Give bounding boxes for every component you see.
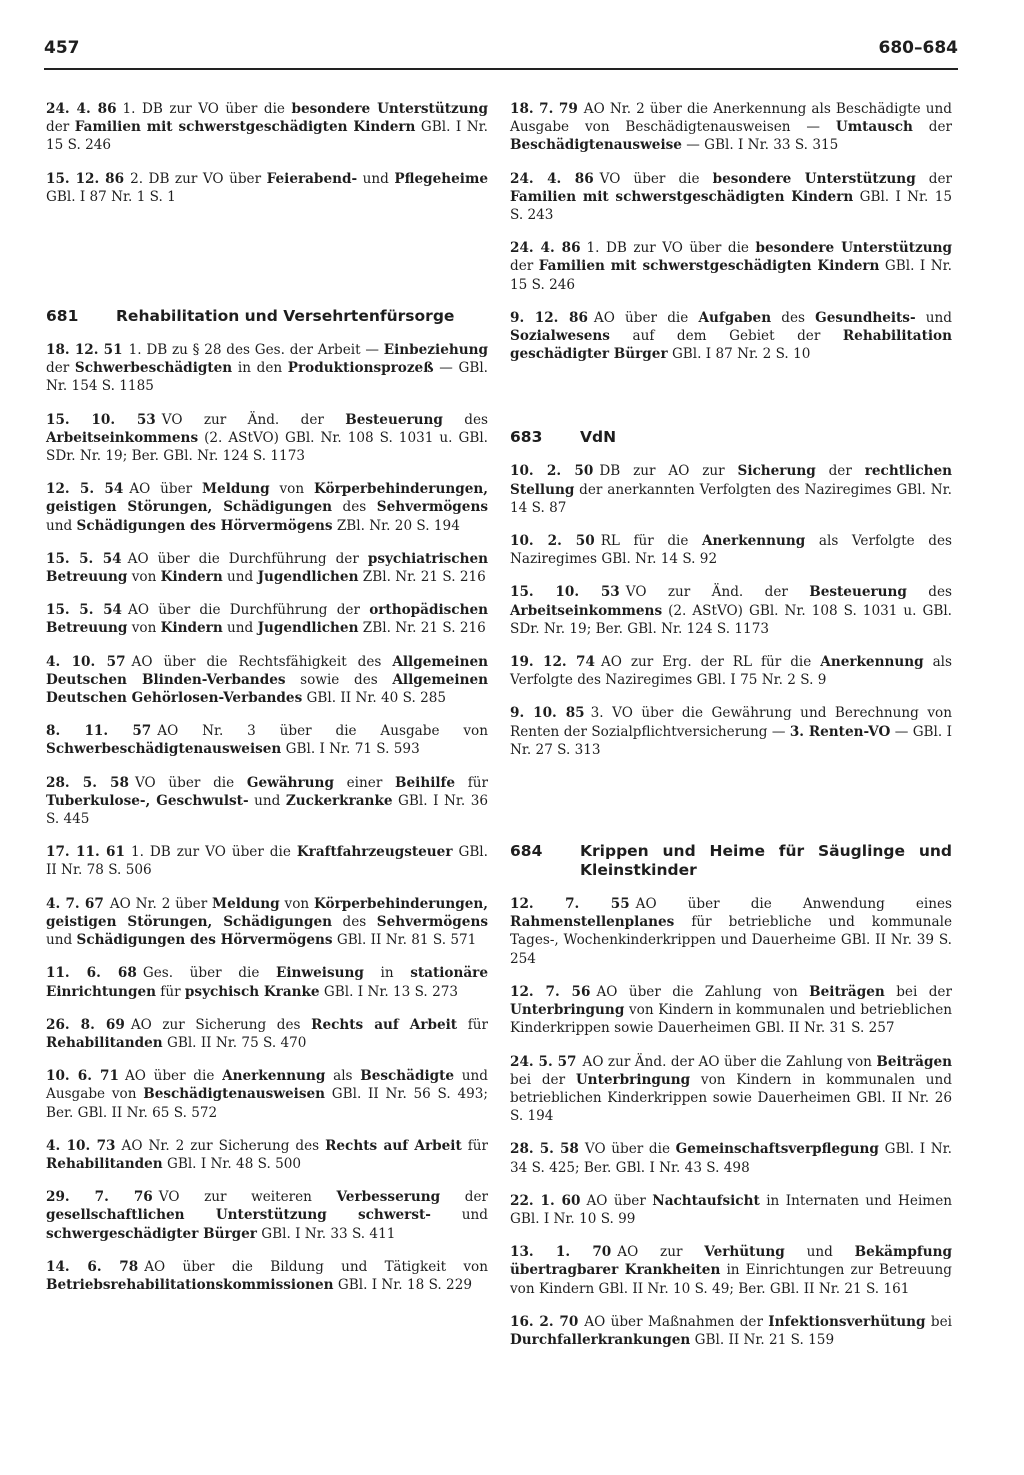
entry-text: Ges. über die [142,965,277,982]
entry-text: auf dem Gebiet der [609,328,843,345]
entry-text: des [442,411,489,428]
entry-date: 24. 4. 86 [510,170,594,187]
entry-text: 1. DB zu § 28 des Ges. der Arbeit — [128,342,384,359]
entry-text: GBl. I Nr. 15 S. 243 [510,188,952,224]
entry-text: einer [333,774,396,791]
entry-keyword: Aufgaben [698,309,772,326]
entry-text: AO über die Bildung und Tätigkeit von [144,1258,488,1275]
law-entry [510,239,952,294]
entry-keyword: Besteuerung [809,584,907,601]
entry-keyword: Beschädigte [360,1068,455,1085]
entry-text: VO zur Änd. der [161,411,346,428]
entry-text: des [906,584,953,601]
entry-text: der [46,360,75,377]
entry-text: VO über die [599,170,713,187]
entry-keyword: schwergeschädigter Bürger [46,1225,257,1242]
entry-text: (2. AStVO) GBl. Nr. 108 S. 1031 u. GBl. SDr. Nr. 19; Ber. GBl. Nr. 124 S. 1173 [46,429,488,465]
entry-keyword: Verhütung [704,1244,785,1261]
law-entry [46,480,488,535]
entry-keyword: rechtlichen Stellung [510,463,953,498]
section-heading [46,307,488,326]
law-entry [510,1053,952,1126]
entry-keyword: Schwerbeschädigtenausweisen [46,741,282,758]
section-number: 681 [46,307,79,326]
entry-date: 14. 6. 78 [46,1258,139,1275]
entry-text: — GBl. I Nr. 27 S. 313 [510,723,952,758]
entry-text: AO über die Anwendung eines [635,896,952,913]
entry-keyword: Durchfallerkrankungen [510,1331,691,1348]
entry-keyword: Körperbehinderungen, geistigen Störungen, Schädigungen [46,895,488,930]
column-spacer [46,221,488,307]
law-entry [46,1067,488,1122]
entry-text: des [331,499,377,516]
law-entry [510,462,952,517]
entry-keyword: Beihilfe [395,774,456,791]
entry-keyword: Schädigungen des Hörvermögens [76,517,333,534]
column-spacer [510,774,952,842]
entry-text: ZBl. Nr. 21 S. 216 [358,620,486,637]
entry-date: 8. 11. 57 [46,723,152,740]
entry-keyword: Familien mit schwerstgeschädigten Kindern [74,119,416,136]
entry-keyword: Gesundheits- [815,309,916,326]
entry-text: für betriebliche und kommunale Tages-, Wochenkinderkrippen und Dauerheime GBl. II Nr. 39 S. 254 [510,914,952,967]
entry-text: und [430,1207,488,1224]
entry-keyword: Beschädigtenausweise [510,137,682,154]
entry-text: der [915,170,952,187]
entry-date: 22. 1. 60 [510,1192,581,1209]
entry-date: 4. 10. 73 [46,1137,116,1154]
section-title: VdN [580,428,617,447]
entry-date: 15. 10. 53 [510,584,620,601]
entry-keyword: Jugendlichen [257,569,359,586]
entry-keyword: besondere Unterstützung [712,170,916,187]
column-spacer [510,378,952,428]
entry-text: GBl. I 87 Nr. 2 S. 10 [667,346,811,363]
entry-text: in Internaten und Heimen GBl. I Nr. 10 S. 99 [510,1192,952,1227]
page-number: 457 [44,38,80,58]
entry-text: 1. DB zur VO über die [130,844,297,861]
entry-date: 4. 10. 57 [46,653,126,670]
law-entry [46,722,488,758]
entry-date: 10. 6. 71 [46,1068,119,1085]
entry-text: für [461,1137,489,1154]
entry-keyword: Anerkennung [701,533,806,550]
entry-text: bei der [884,983,952,1000]
entry-text: GBl. I Nr. 36 S. 445 [46,792,488,828]
entry-keyword: stationäre Einrichtungen [46,965,488,1000]
law-entry [510,583,952,638]
law-entry [510,309,952,364]
law-entry [510,704,952,759]
entry-date: 18. 7. 79 [510,101,578,117]
law-entry [510,100,952,155]
entry-date: 11. 6. 68 [46,965,137,982]
entry-text: des [331,913,377,930]
law-entry [46,653,488,708]
entry-keyword: Rechts auf Arbeit [311,1016,458,1033]
entry-keyword: Arbeitseinkommens [510,602,663,619]
section-range: 680–684 [878,38,958,58]
entry-keyword: Beschädigtenausweisen [143,1086,326,1103]
entry-keyword: besondere Unterstützung [755,240,952,257]
entry-text: GBl. II Nr. 21 S. 159 [690,1331,835,1348]
entry-date: 10. 2. 50 [510,463,594,480]
entry-date: 26. 8. 69 [46,1016,125,1033]
entry-keyword: Tuberkulose-, Geschwulst- [46,792,249,809]
entry-keyword: Kraftfahrzeugsteuer [296,844,453,861]
entry-text: VO zur Änd. der [625,584,810,601]
entry-date: 12. 5. 54 [46,481,124,498]
entry-text: als [325,1068,361,1085]
entry-text: und [222,569,258,586]
entry-keyword: Gemeinschaftsverpflegung [675,1141,879,1158]
entry-keyword: orthopädischen Betreuung [46,602,488,637]
law-entry [46,170,488,206]
entry-text: in den [232,360,288,377]
section-heading [510,842,952,880]
entry-text: von [279,895,314,912]
entry-keyword: Einweisung [276,965,364,982]
entry-text: GBl. I Nr. 34 S. 425; Ber. GBl. I Nr. 43 S. 498 [510,1141,952,1176]
entry-text: GBl. I Nr. 15 S. 246 [510,258,952,293]
section-number: 684 [510,842,543,861]
entry-text: GBl. I Nr. 48 S. 500 [162,1155,302,1172]
entry-text: AO über [586,1192,653,1209]
entry-keyword: Meldung [212,895,280,912]
entry-keyword: psychisch Kranke [184,983,320,1000]
entry-text: AO über Maßnahmen der [584,1313,769,1330]
entry-text: VO über die [584,1141,676,1158]
entry-keyword: Rahmenstellenplanes [510,914,675,931]
entry-text: AO Nr. 3 über die Ausgabe von [157,723,488,740]
entry-keyword: Zuckerkranke [285,792,393,809]
entry-text: VO über die [134,774,247,791]
law-entry [46,1188,488,1243]
entry-keyword: Jugendlichen [257,620,359,637]
entry-text: (2. AStVO) GBl. Nr. 108 S. 1031 u. GBl. SDr. Nr. 19; Ber. GBl. Nr. 124 S. 1173 [510,602,952,637]
entry-date: 29. 7. 76 [46,1189,153,1206]
entry-text: 1. DB zur VO über die [122,101,292,117]
entry-keyword: Rehabilitanden [46,1155,163,1172]
law-entry [46,1137,488,1173]
entry-keyword: Sozialwesens [510,328,610,345]
entry-keyword: besondere Unterstützung [291,101,488,117]
entry-text: AO über [129,481,202,498]
entry-keyword: Schädigungen des Hörvermögens [76,932,333,949]
entry-keyword: Einbeziehung [383,342,488,359]
entry-keyword: Allgemeinen Deutschen Blinden-Verbandes [46,653,488,688]
entry-text: und [222,620,258,637]
entry-keyword: Gewährung [246,774,334,791]
entry-keyword: Rechts auf Arbeit [325,1137,462,1154]
entry-text: GBl. I Nr. 13 S. 273 [319,983,459,1000]
entry-keyword: Sehvermögens [376,499,488,516]
law-entry [510,653,952,689]
entry-text: und [46,932,77,949]
right-column [510,100,952,1364]
entry-text: AO über die Durchführung der [128,602,370,619]
entry-text: AO Nr. 2 über die Anerkennung als Beschädigte und Ausgabe von Beschädigtenausweisen — [510,101,952,136]
entry-text: AO zur Änd. der AO über die Zahlung von [582,1053,877,1070]
entry-date: 13. 1. 70 [510,1244,612,1261]
law-entry [46,843,488,879]
entry-date: 15. 12. 86 [46,170,125,187]
entry-text: für [155,983,185,1000]
entry-text: GBl. II Nr. 78 S. 506 [46,844,488,879]
entry-keyword: Besteuerung [345,411,443,428]
entry-text: von Kindern in kommunalen und betrieblichen Kinderkrippen sowie Dauerheimen GBl. II Nr. 31 S. 257 [510,1002,952,1037]
entry-date: 24. 5. 57 [510,1053,577,1070]
entry-keyword: Infektionsverhütung [768,1313,926,1330]
section-number: 683 [510,428,543,447]
entry-text: GBl. I Nr. 18 S. 229 [333,1276,472,1293]
entry-text: und Ausgabe von [46,1068,488,1103]
entry-text: für [455,774,489,791]
entry-text: GBl. I Nr. 33 S. 411 [256,1225,396,1242]
entry-date: 24. 4. 86 [510,240,581,257]
entry-keyword: Betriebsrehabilitationskommissionen [46,1276,334,1293]
entry-text: — GBl. I Nr. 33 S. 315 [681,137,839,154]
entry-date: 4. 7. 67 [46,895,104,912]
entry-date: 15. 10. 53 [46,411,156,428]
entry-date: 12. 7. 55 [510,896,630,913]
entry-keyword: Sehvermögens [376,913,488,930]
law-entry [510,1140,952,1176]
entry-text: von [269,481,314,498]
entry-text: GBl. I Nr. 15 S. 246 [46,119,488,154]
entry-keyword: Bekämpfung übertragbarer Krankheiten [510,1244,952,1279]
entry-date: 9. 10. 85 [510,705,585,722]
entry-text: 3. VO über die Gewährung und Berechnung von Renten der Sozialpflichtversicherung — [510,705,952,740]
entry-text: als Verfolgte des Naziregimes GBl. I 75 Nr. 2 S. 9 [510,654,952,689]
law-entry [46,601,488,637]
entry-keyword: psychiatrischen Betreuung [46,550,488,586]
law-entry [46,1016,488,1052]
entry-keyword: Beiträgen [809,983,885,1000]
entry-text: ZBl. Nr. 21 S. 216 [358,569,486,586]
law-entry [46,1258,488,1294]
entry-keyword: Beiträgen [876,1053,952,1070]
entry-keyword: Kindern [160,569,223,586]
law-entry [46,411,488,466]
entry-date: 12. 7. 56 [510,983,591,1000]
left-column [46,100,488,1309]
entry-keyword: Kindern [160,620,223,637]
entry-text: AO Nr. 2 zur Sicherung des [121,1137,326,1154]
law-entry [46,100,488,155]
entry-date: 17. 11. 61 [46,844,125,861]
section-heading [510,428,952,447]
law-entry [46,964,488,1000]
entry-text: der [510,258,539,275]
entry-text: GBl. I 87 Nr. 1 S. 1 [46,188,176,205]
entry-text: GBl. II Nr. 56 S. 493; Ber. GBl. II Nr. 65 S. 572 [46,1086,488,1121]
entry-text: VO zur weiteren [158,1189,337,1206]
entry-text: von [127,620,161,637]
law-entry [46,341,488,396]
entry-text: AO zur Sicherung des [130,1016,312,1033]
entry-date: 24. 4. 86 [46,101,117,117]
entry-text: als Verfolgte des Naziregimes GBl. Nr. 14 S. 92 [510,533,952,568]
entry-text: AO über die [124,1068,223,1085]
entry-keyword: Nachtaufsicht [652,1192,760,1209]
entry-text: und [784,1244,855,1261]
entry-text: von Kindern in kommunalen und betrieblichen Kinderkrippen sowie Dauerheimen GBl. II Nr. 26 S. 194 [510,1071,953,1125]
entry-text: des [771,309,816,326]
law-entry [510,1243,952,1298]
entry-text: AO zur Erg. der RL für die [600,654,821,671]
entry-text: der anerkannten Verfolgten des Naziregimes GBl. Nr. 14 S. 87 [510,481,952,516]
entry-keyword: Unterbringung [510,1002,625,1019]
entry-text: bei der [510,1071,576,1088]
section-title: Rehabilitation und Versehrtenfürsorge [116,307,455,326]
entry-date: 16. 2. 70 [510,1313,579,1330]
entry-text: AO über die Zahlung von [596,983,810,1000]
entry-keyword: 3. Renten-VO [789,723,891,740]
law-entry [46,774,488,829]
entry-date: 28. 5. 58 [46,774,129,791]
entry-text: 1. DB zur VO über die [586,240,756,257]
entry-keyword: Anerkennung [222,1068,326,1085]
entry-text: und [357,170,395,187]
entry-date: 9. 12. 86 [510,309,588,326]
law-entry [510,1192,952,1228]
entry-text: GBl. II Nr. 81 S. 571 [332,932,477,949]
entry-text: AO über die Rechtsfähigkeit des [131,653,393,670]
entry-text: von [127,569,161,586]
entry-text: AO über die Durchführung der [127,550,368,567]
entry-text: in [363,965,411,982]
entry-keyword: Familien mit schwerstgeschädigten Kindern [538,258,880,275]
entry-date: 28. 5. 58 [510,1141,579,1158]
entry-keyword: Feierabend- [266,170,358,187]
entry-keyword: Allgemeinen Deutschen Gehörlosen-Verbandes [46,671,489,707]
entry-text: GBl. I Nr. 71 S. 593 [281,741,420,758]
entry-keyword: Anerkennung [820,654,924,671]
entry-text: GBl. II Nr. 75 S. 470 [162,1034,307,1051]
law-entry [510,170,952,225]
entry-keyword: Schwerbeschädigten [74,360,233,377]
entry-text: der [815,463,865,480]
entry-text: GBl. II Nr. 40 S. 285 [302,690,447,707]
entry-text: der [912,119,952,136]
entry-text: AO zur [617,1244,705,1261]
entry-text: AO Nr. 2 über [109,895,213,912]
entry-text: und [46,517,77,534]
entry-keyword: Pflegeheime [394,170,488,187]
header-rule [44,68,958,70]
entry-text: 2. DB zur VO über [130,170,267,187]
entry-text: und [915,309,952,326]
entry-keyword: Sicherung [737,463,816,480]
law-entry [510,895,952,968]
entry-text: und [248,792,286,809]
law-entry [510,983,952,1038]
entry-keyword: Familien mit schwerstgeschädigten Kindern [510,188,854,205]
entry-keyword: Rehabilitanden [46,1034,163,1051]
entry-date: 15. 5. 54 [46,602,123,619]
section-title: Krippen und Heime für Säuglinge und Kleinstkinder [580,842,952,880]
entry-text: sowie des [285,671,393,688]
entry-text: ZBl. Nr. 20 S. 194 [332,517,460,534]
entry-date: 10. 2. 50 [510,533,595,550]
entry-text: der [440,1189,488,1206]
entry-text: DB zur AO zur [599,463,738,480]
entry-keyword: Rehabilitation geschädigter Bürger [510,328,952,363]
entry-text: — GBl. Nr. 154 S. 1185 [46,360,488,395]
entry-date: 18. 12. 51 [46,342,123,359]
entry-keyword: Körperbehinderungen, geistigen Störungen, Schädigungen [46,481,488,516]
entry-text: in Einrichtungen zur Betreuung von Kindern GBl. II Nr. 10 S. 49; Ber. GBl. II Nr. 21 S. 161 [510,1262,952,1297]
law-entry [46,895,488,950]
law-entry [510,1313,952,1349]
entry-keyword: gesellschaftlichen Unterstützung schwerst- [46,1207,431,1224]
entry-keyword: Arbeitseinkommens [46,429,199,446]
entry-text: für [457,1016,488,1033]
entry-date: 19. 12. 74 [510,654,595,671]
entry-text: AO über die [593,309,699,326]
entry-keyword: Umtausch [835,119,913,136]
entry-keyword: Verbesserung [336,1189,441,1206]
entry-date: 15. 5. 54 [46,550,122,567]
entry-keyword: Unterbringung [575,1071,691,1088]
entry-text: der [46,119,75,136]
entry-keyword: Meldung [202,481,270,498]
law-entry [510,532,952,568]
entry-keyword: Produktionsprozeß [287,360,434,377]
entry-text: bei [925,1313,952,1330]
entry-text: RL für die [600,533,702,550]
law-entry [46,550,488,586]
